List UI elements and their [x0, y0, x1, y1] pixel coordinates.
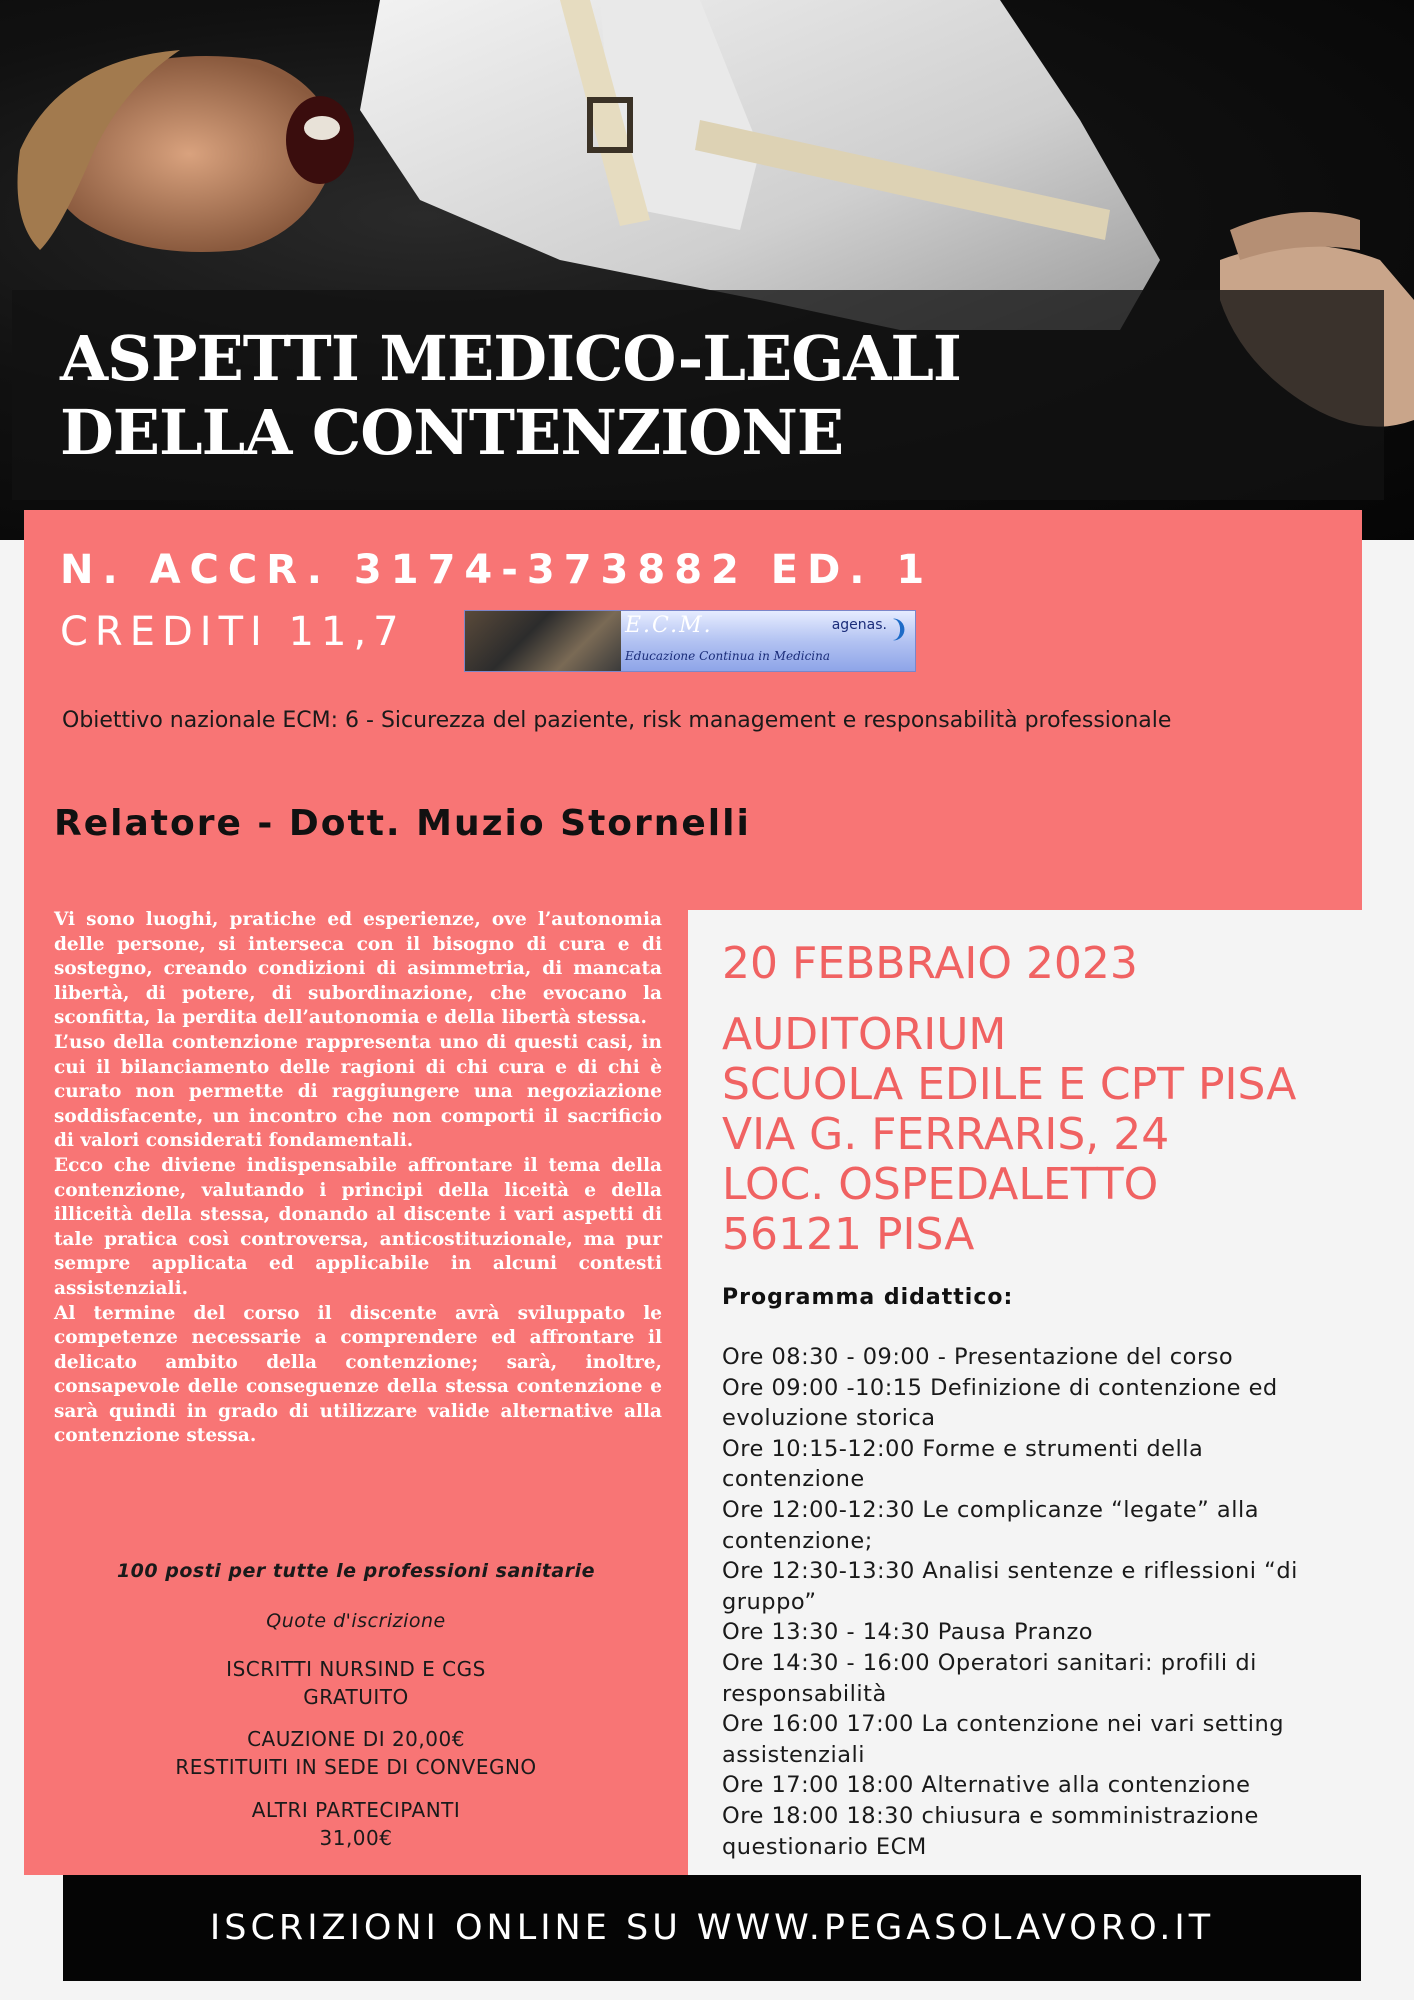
fees-title: Quote d'iscrizione — [266, 1610, 446, 1632]
abstract-paragraph: Al termine del corso il discente avrà sviluppato le competenze necessarie a comprendere ed affrontare il delicato ambito della contenzione; sarà, inoltre, consapevole delle conseguenze della stessa contenzione e sarà quindi in grado di utilizzare valide alternative alla contenzione stessa. — [54, 1302, 662, 1447]
event-venue — [722, 1010, 1296, 1260]
program-item: Ore 08:30 - 09:00 - Presentazione del corso — [722, 1344, 1234, 1370]
fee-label: ISCRITTI NURSIND E CGS — [226, 1657, 486, 1681]
registration-link[interactable]: ISCRIZIONI ONLINE SU WWW.PEGASOLAVORO.IT — [209, 1908, 1215, 1948]
credits: CREDITI 11,7 — [60, 609, 406, 655]
fee-nursind — [24, 1655, 688, 1711]
course-abstract — [54, 908, 662, 1449]
program-item: Ore 12:00-12:30 Le complicanze “legate” alla contenzione; — [722, 1496, 1259, 1554]
program-item: Ore 09:00 -10:15 Definizione di contenzione ed evoluzione storica — [722, 1374, 1278, 1432]
speaker: Relatore - Dott. Muzio Stornelli — [54, 803, 751, 844]
ecm-logo-mark: E.C.M. — [625, 613, 713, 638]
event-date: 20 FEBBRAIO 2023 — [722, 938, 1138, 989]
ecm-logo — [464, 610, 916, 672]
program-item: Ore 12:30-13:30 Analisi sentenze e riflessioni “di gruppo” — [722, 1558, 1298, 1615]
program-list — [722, 1342, 1352, 1862]
abstract-paragraph: Ecco che diviene indispensabile affrontare il tema della contenzione, valutando i principi della liceità e della illiceità della stessa, donando al discente i vari aspetti di tale pratica così controversa, anticostituzionale, ma pur sempre applicata ed applicabile in alcuni contesti assistenziali. — [54, 1154, 662, 1299]
venue-line: AUDITORIUM — [722, 1009, 1007, 1060]
venue-line: SCUOLA EDILE E CPT PISA — [722, 1059, 1297, 1110]
fee-value: 31,00€ — [319, 1826, 393, 1850]
program-item: Ore 14:30 - 16:00 Operatori sanitari: profili di responsabilità — [722, 1649, 1257, 1707]
fee-deposit — [24, 1725, 688, 1781]
fee-label: ALTRI PARTECIPANTI — [251, 1798, 461, 1822]
program-item: Ore 13:30 - 14:30 Pausa Pranzo — [722, 1619, 1094, 1646]
agenas-label: agenas. — [831, 617, 887, 633]
program-title: Programma didattico: — [722, 1285, 1014, 1310]
accreditation-number: N. ACCR. 3174-373882 ED. 1 — [60, 547, 934, 593]
venue-line: LOC. OSPEDALETTO — [722, 1159, 1159, 1210]
program-item: Ore 16:00 17:00 La contenzione nei vari setting assistenziali — [722, 1711, 1285, 1768]
national-objective: Obiettivo nazionale ECM: 6 - Sicurezza del paziente, risk management e responsabilità professionale — [62, 708, 1172, 733]
fee-label: CAUZIONE DI 20,00€ — [247, 1727, 465, 1751]
ecm-painting-image — [465, 611, 621, 671]
title-line-2: DELLA CONTENZIONE — [60, 396, 844, 469]
fee-others — [24, 1796, 688, 1852]
ecm-logo-subtitle: Educazione Continua in Medicina — [625, 649, 831, 663]
program-item: Ore 18:00 18:30 chiusura e somministrazione questionario ECM — [722, 1802, 1259, 1860]
fee-note: RESTITUITI IN SEDE DI CONVEGNO — [175, 1755, 537, 1779]
fee-value: GRATUITO — [303, 1685, 409, 1709]
program-item: Ore 17:00 18:00 Alternative alla contenzione — [722, 1772, 1251, 1799]
abstract-paragraph: L’uso della contenzione rappresenta uno di questi casi, in cui il bilanciamento delle ragioni di chi cura e di chi è curato non permette di raggiungere una negoziazione soddisfacente, un incontro che non comporti il sacrificio di valori considerati fondamentali. — [54, 1031, 662, 1152]
abstract-paragraph: Vi sono luoghi, pratiche ed esperienze, ove l’autonomia delle persone, si interseca con il bisogno di cura e di sostegno, creando condizioni di asimmetria, di mancata libertà, di potere, di subordinazione, che evocano la sconfitta, la perdita dell’autonomia e della libertà stessa. — [54, 909, 662, 1029]
page-title — [60, 322, 961, 470]
title-line-1: ASPETTI MEDICO-LEGALI — [60, 322, 961, 395]
venue-line: 56121 PISA — [722, 1209, 975, 1260]
program-item: Ore 10:15-12:00 Forme e strumenti della contenzione — [722, 1435, 1204, 1493]
agenas-icon: ❩ — [888, 615, 909, 643]
seats-info: 100 posti per tutte le professioni sanitarie — [116, 1560, 596, 1582]
venue-line: VIA G. FERRARIS, 24 — [722, 1109, 1170, 1160]
